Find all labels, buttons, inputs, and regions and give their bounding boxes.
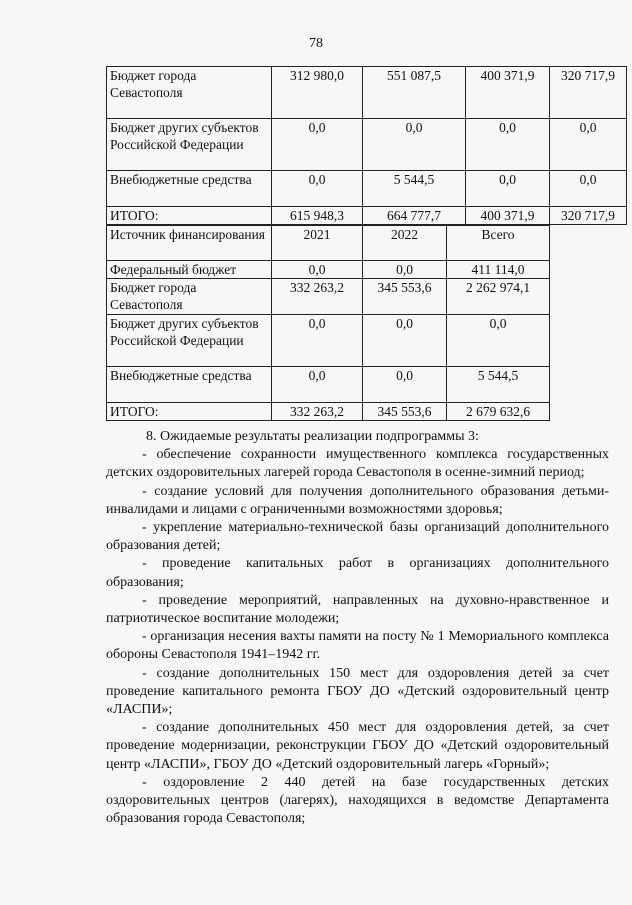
table-cell: 615 948,3 — [272, 207, 363, 225]
result-item: - проведение капитальных работ в организациях дополнительного образования; — [106, 556, 609, 590]
table-cell: 0,0 — [363, 315, 447, 367]
table-cell: 400 371,9 — [466, 67, 550, 119]
table-cell: 332 263,2 — [272, 279, 363, 315]
result-item: - организация несения вахты памяти на посту № 1 Мемориального комплекса обороны Севастополя 1941–1942 гг. — [106, 629, 609, 663]
result-item: - создание условий для получения дополнительного образования детьми-инвалидами и лицами с ограниченными возможностями здоровья; — [106, 483, 609, 517]
result-item: - создание дополнительных 450 мест для оздоровления детей, за счет проведение модернизации, реконструкции ГБОУ ДО «Детский оздоровительный центр «ЛАСПИ», ГБОУ ДО «Детский оздоровительный лагерь «Горный»; — [106, 720, 609, 772]
row-label: ИТОГО: — [107, 207, 272, 225]
table-cell: 5 544,5 — [363, 171, 466, 207]
header-cell: 2022 — [363, 226, 447, 261]
row-label: Бюджет других субъектов Российской Федерации — [107, 119, 272, 171]
table-cell: 2 679 632,6 — [447, 403, 550, 421]
table-row — [107, 279, 550, 315]
table-cell: 664 777,7 — [363, 207, 466, 225]
row-label: Бюджет города Севастополя — [107, 279, 272, 315]
financing-table — [106, 225, 550, 421]
header-cell: Всего — [447, 226, 550, 261]
table-cell: 0,0 — [550, 171, 627, 207]
row-label: Федеральный бюджет — [107, 261, 272, 279]
table-row-total — [107, 207, 627, 225]
table-cell: 0,0 — [363, 367, 447, 403]
table-header-row — [107, 226, 550, 261]
header-cell: 2021 — [272, 226, 363, 261]
table-cell: 0,0 — [272, 367, 363, 403]
table-cell: 400 371,9 — [466, 207, 550, 225]
table-cell: 332 263,2 — [272, 403, 363, 421]
row-label: Бюджет других субъектов Российской Федерации — [107, 315, 272, 367]
table-cell: 0,0 — [466, 119, 550, 171]
table-cell: 0,0 — [272, 119, 363, 171]
table-cell: 411 114,0 — [447, 261, 550, 279]
table-cell: 0,0 — [272, 171, 363, 207]
result-item: - создание дополнительных 150 мест для оздоровления детей за счет проведение капитального ремонта ГБОУ ДО «Детский оздоровительный центр «ЛАСПИ»; — [106, 665, 609, 718]
header-label: Источник финансирования — [107, 226, 272, 261]
row-label: Внебюджетные средства — [107, 171, 272, 207]
result-item: - проведение мероприятий, направленных на духовно-нравственное и патриотическое воспитание молодежи; — [106, 592, 609, 627]
section-heading: 8. Ожидаемые результаты реализации подпрограммы 3: — [146, 429, 479, 444]
table-row — [107, 367, 550, 403]
row-label: Бюджет города Севастополя — [107, 67, 272, 119]
table-cell: 0,0 — [272, 261, 363, 279]
expected-results-section — [106, 428, 609, 828]
financing-table-continued — [106, 66, 627, 225]
result-item: - укрепление материально-технической базы организаций дополнительного образования детей; — [106, 520, 609, 554]
table-cell: 312 980,0 — [272, 67, 363, 119]
result-item: - оздоровление 2 440 детей на базе государственных детских оздоровительных центров (лагерях), находящихся в ведомстве Департамента образования города Севастополя; — [106, 774, 609, 827]
table-cell: 0,0 — [447, 315, 550, 367]
table-cell: 0,0 — [363, 261, 447, 279]
table-row-total — [107, 403, 550, 421]
table-cell: 0,0 — [550, 119, 627, 171]
table-cell: 345 553,6 — [363, 403, 447, 421]
row-label: Внебюджетные средства — [107, 367, 272, 403]
table-cell: 551 087,5 — [363, 67, 466, 119]
page-number: 78 — [309, 36, 323, 51]
table-cell: 0,0 — [272, 315, 363, 367]
table-row — [107, 67, 627, 119]
table-row — [107, 315, 550, 367]
table-cell: 320 717,9 — [550, 67, 627, 119]
table-row — [107, 171, 627, 207]
row-label: ИТОГО: — [107, 403, 272, 421]
table-cell: 345 553,6 — [363, 279, 447, 315]
table-cell: 5 544,5 — [447, 367, 550, 403]
table-row — [107, 261, 550, 279]
table-cell: 320 717,9 — [550, 207, 627, 225]
table-cell: 0,0 — [363, 119, 466, 171]
table-row — [107, 119, 627, 171]
result-item: - обеспечение сохранности имущественного комплекса государственных детских оздоровительных лагерей города Севастополя в осенне-зимний период; — [106, 447, 609, 481]
table-cell: 2 262 974,1 — [447, 279, 550, 315]
table-cell: 0,0 — [466, 171, 550, 207]
